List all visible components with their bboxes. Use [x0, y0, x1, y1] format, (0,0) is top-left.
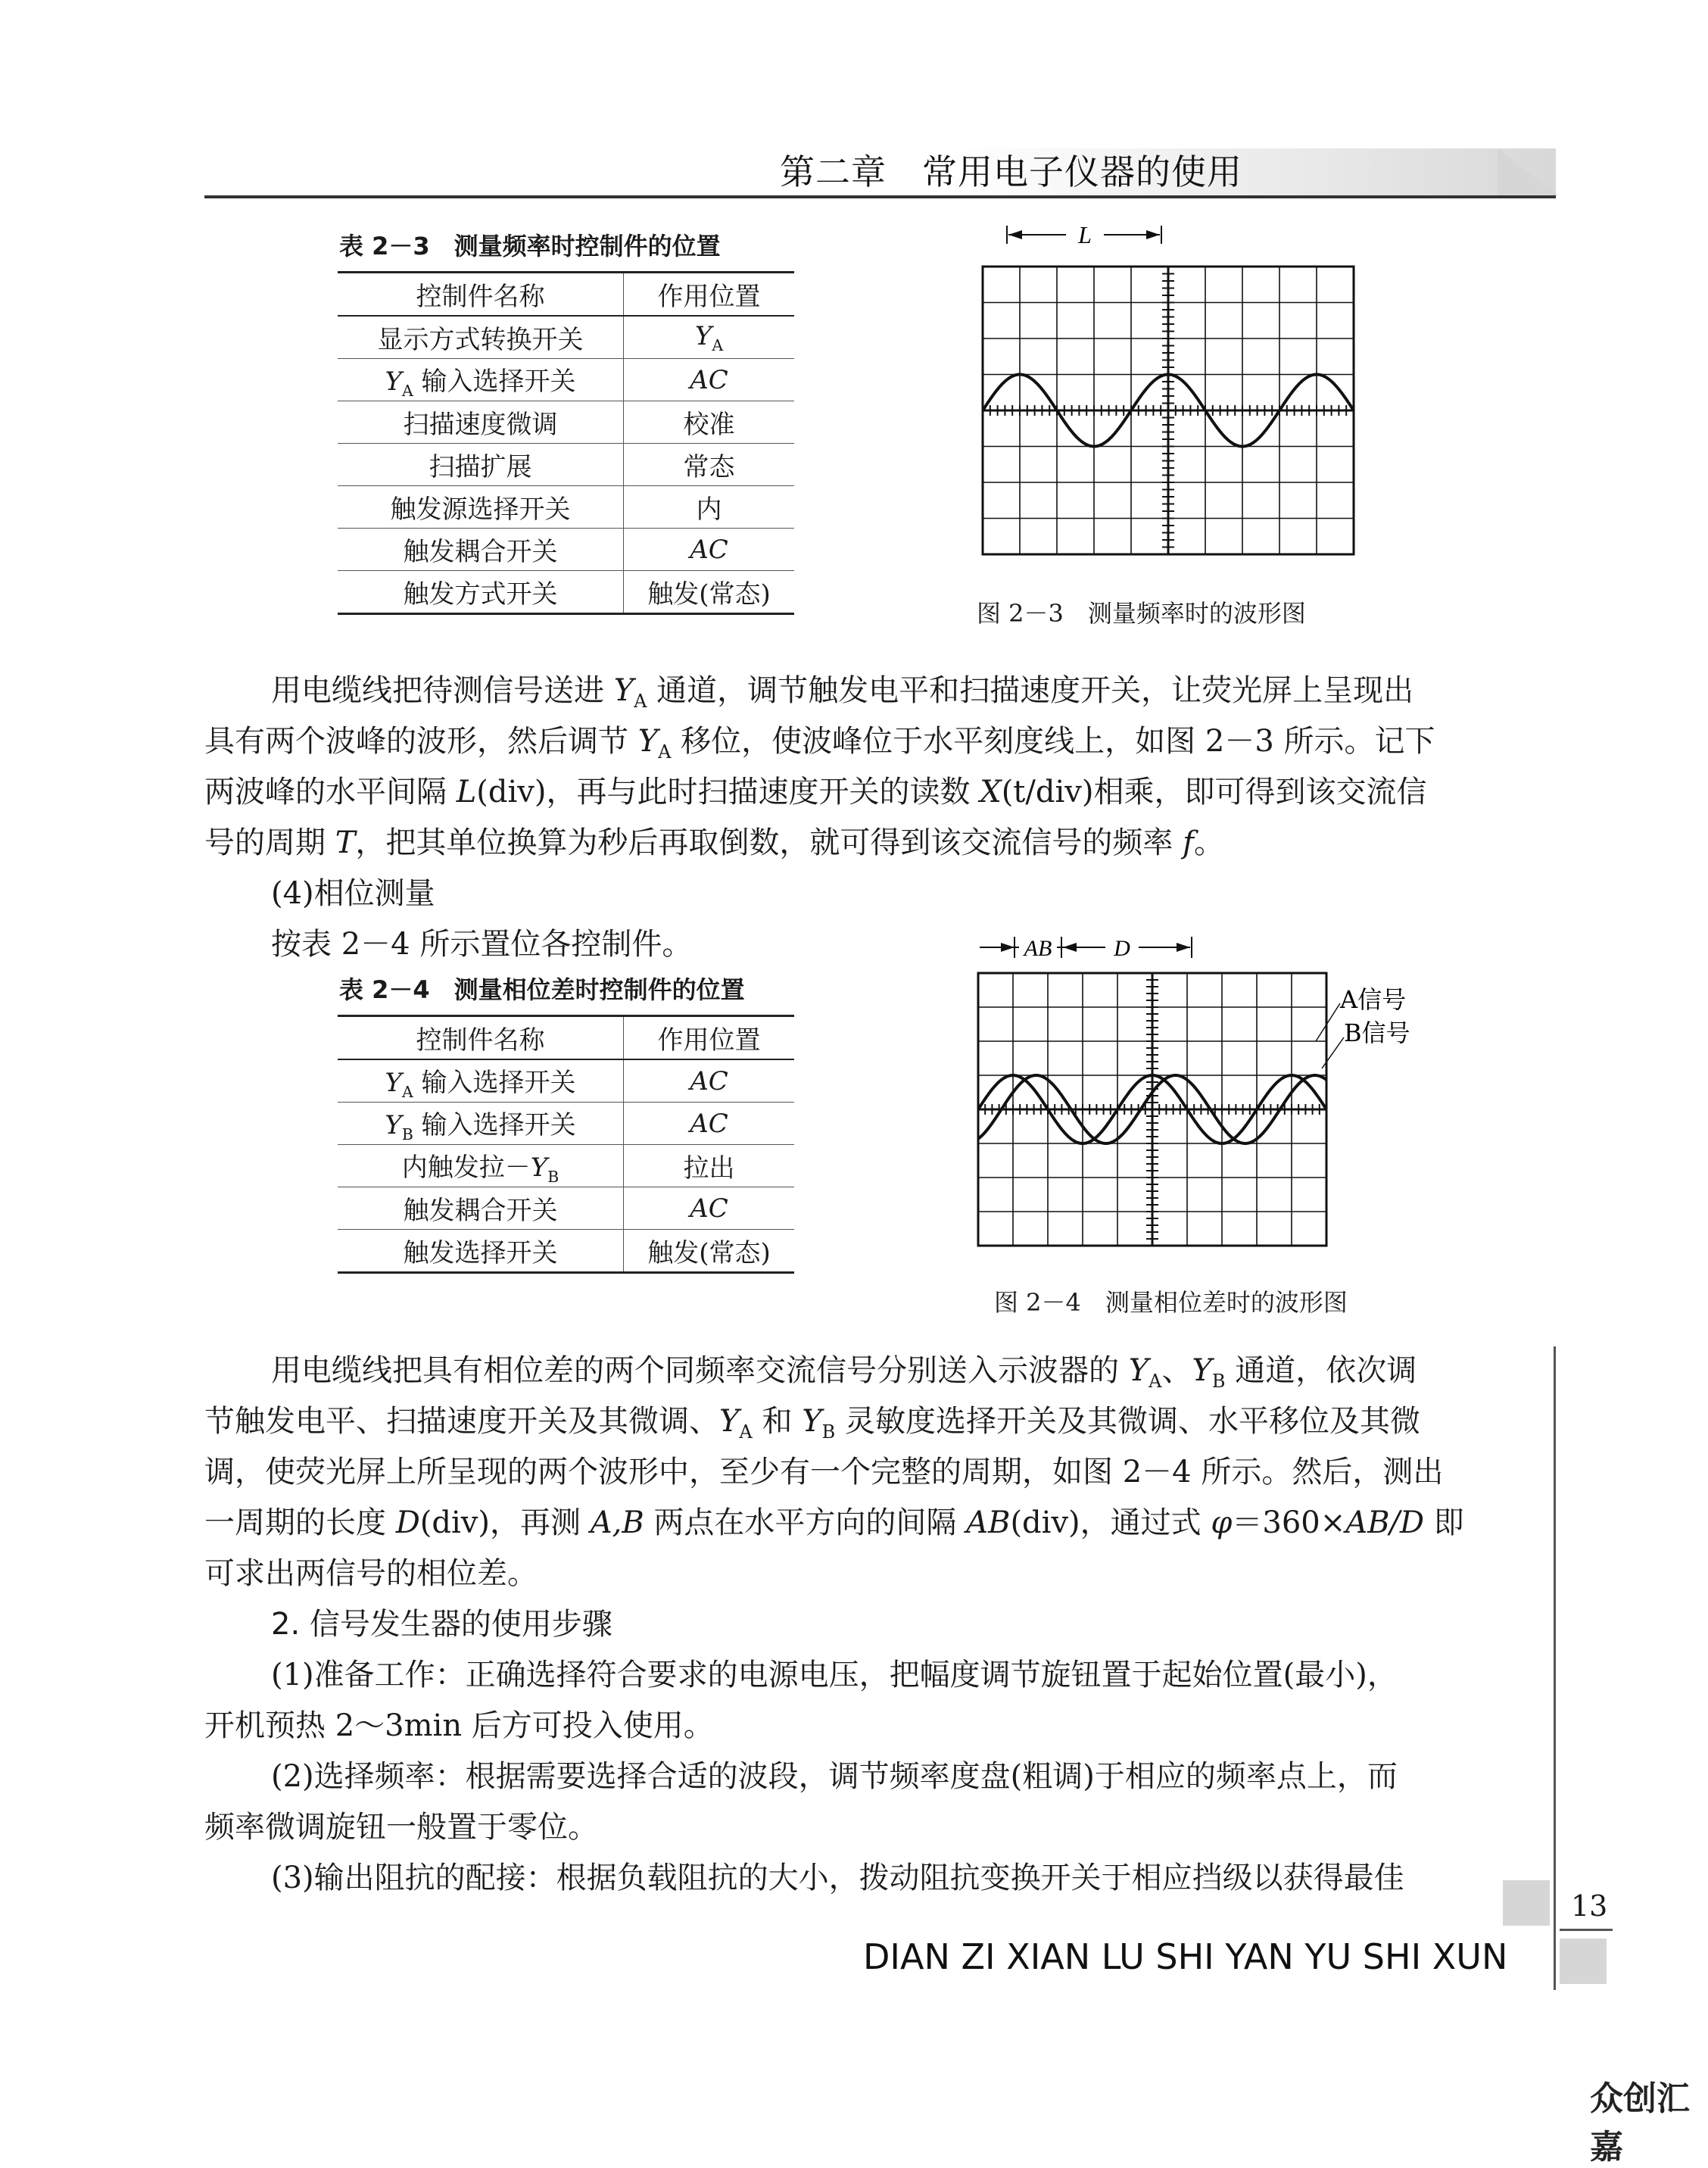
figure-2-4-waveform: [962, 920, 1431, 1268]
table-row: 扫描速度微调 校准: [338, 401, 794, 444]
section-2-title: 2. 信号发生器的使用步骤: [271, 1607, 612, 1642]
table-row: 触发选择开关 触发(常态): [338, 1230, 794, 1273]
label-D: D: [1114, 936, 1130, 961]
table-header-cell: 控制件名称: [338, 273, 624, 317]
running-title: DIAN ZI XIAN LU SHI YAN YU SHI XUN: [863, 1936, 1508, 1977]
table-row: 触发源选择开关 内: [338, 486, 794, 529]
table-row: 触发耦合开关 AC: [338, 1187, 794, 1230]
table-header-cell: 控制件名称: [338, 1016, 624, 1060]
table-row: $Y_B$ 输入选择开关 AC: [338, 1103, 794, 1145]
footer-rule: [1560, 1929, 1613, 1931]
table-2-3: [338, 271, 794, 615]
table-row: 显示方式转换开关 $Y_A$: [338, 316, 794, 359]
table-row: $Y_A$ 输入选择开关 AC: [338, 359, 794, 401]
dimension-L: [1007, 220, 1161, 248]
table-row: 触发耦合开关 AC: [338, 529, 794, 571]
figure-2-4-caption: 图 2－4 测量相位差时的波形图: [994, 1288, 1348, 1317]
watermark: 众创汇嘉: [1590, 2079, 1690, 2166]
signal-labels: [1316, 985, 1410, 1068]
chapter-title: 第二章 常用电子仪器的使用: [780, 151, 1242, 192]
page-number: 13: [1571, 1889, 1608, 1923]
table-2-4: [338, 1015, 794, 1274]
phase-intro: 按表 2－4 所示置位各控制件。: [271, 927, 693, 962]
table-row: $Y_A$ 输入选择开关 AC: [338, 1059, 794, 1103]
label-signal-b: B信号: [1344, 1018, 1410, 1047]
table-2-3-caption: 表 2－3 测量频率时控制件的位置: [339, 232, 721, 260]
label-AB: AB: [1024, 936, 1052, 961]
label-L: L: [1078, 221, 1092, 248]
table-row: 内触发拉$-Y_B$ 拉出: [338, 1145, 794, 1187]
header-tab-shape: [1498, 148, 1558, 195]
phase-heading: (4)相位测量: [271, 876, 435, 911]
footer-gray-box: [1560, 1939, 1607, 1984]
table-2-4-caption: 表 2－4 测量相位差时控制件的位置: [339, 975, 745, 1004]
dimension-AB-D: [980, 932, 1192, 961]
label-signal-a: A信号: [1340, 985, 1407, 1014]
table-header-cell: 作用位置: [624, 273, 795, 317]
footer-gray-box: [1503, 1880, 1550, 1926]
table-row: 扫描扩展 常态: [338, 444, 794, 486]
figure-2-3-caption: 图 2－3 测量频率时的波形图: [977, 599, 1306, 628]
figure-2-3-waveform: [962, 212, 1355, 560]
header-rule: [204, 195, 1556, 198]
table-header-cell: 作用位置: [624, 1016, 795, 1060]
table-row: 触发方式开关 触发(常态): [338, 571, 794, 614]
footer-vertical-rule: [1554, 1346, 1556, 1990]
